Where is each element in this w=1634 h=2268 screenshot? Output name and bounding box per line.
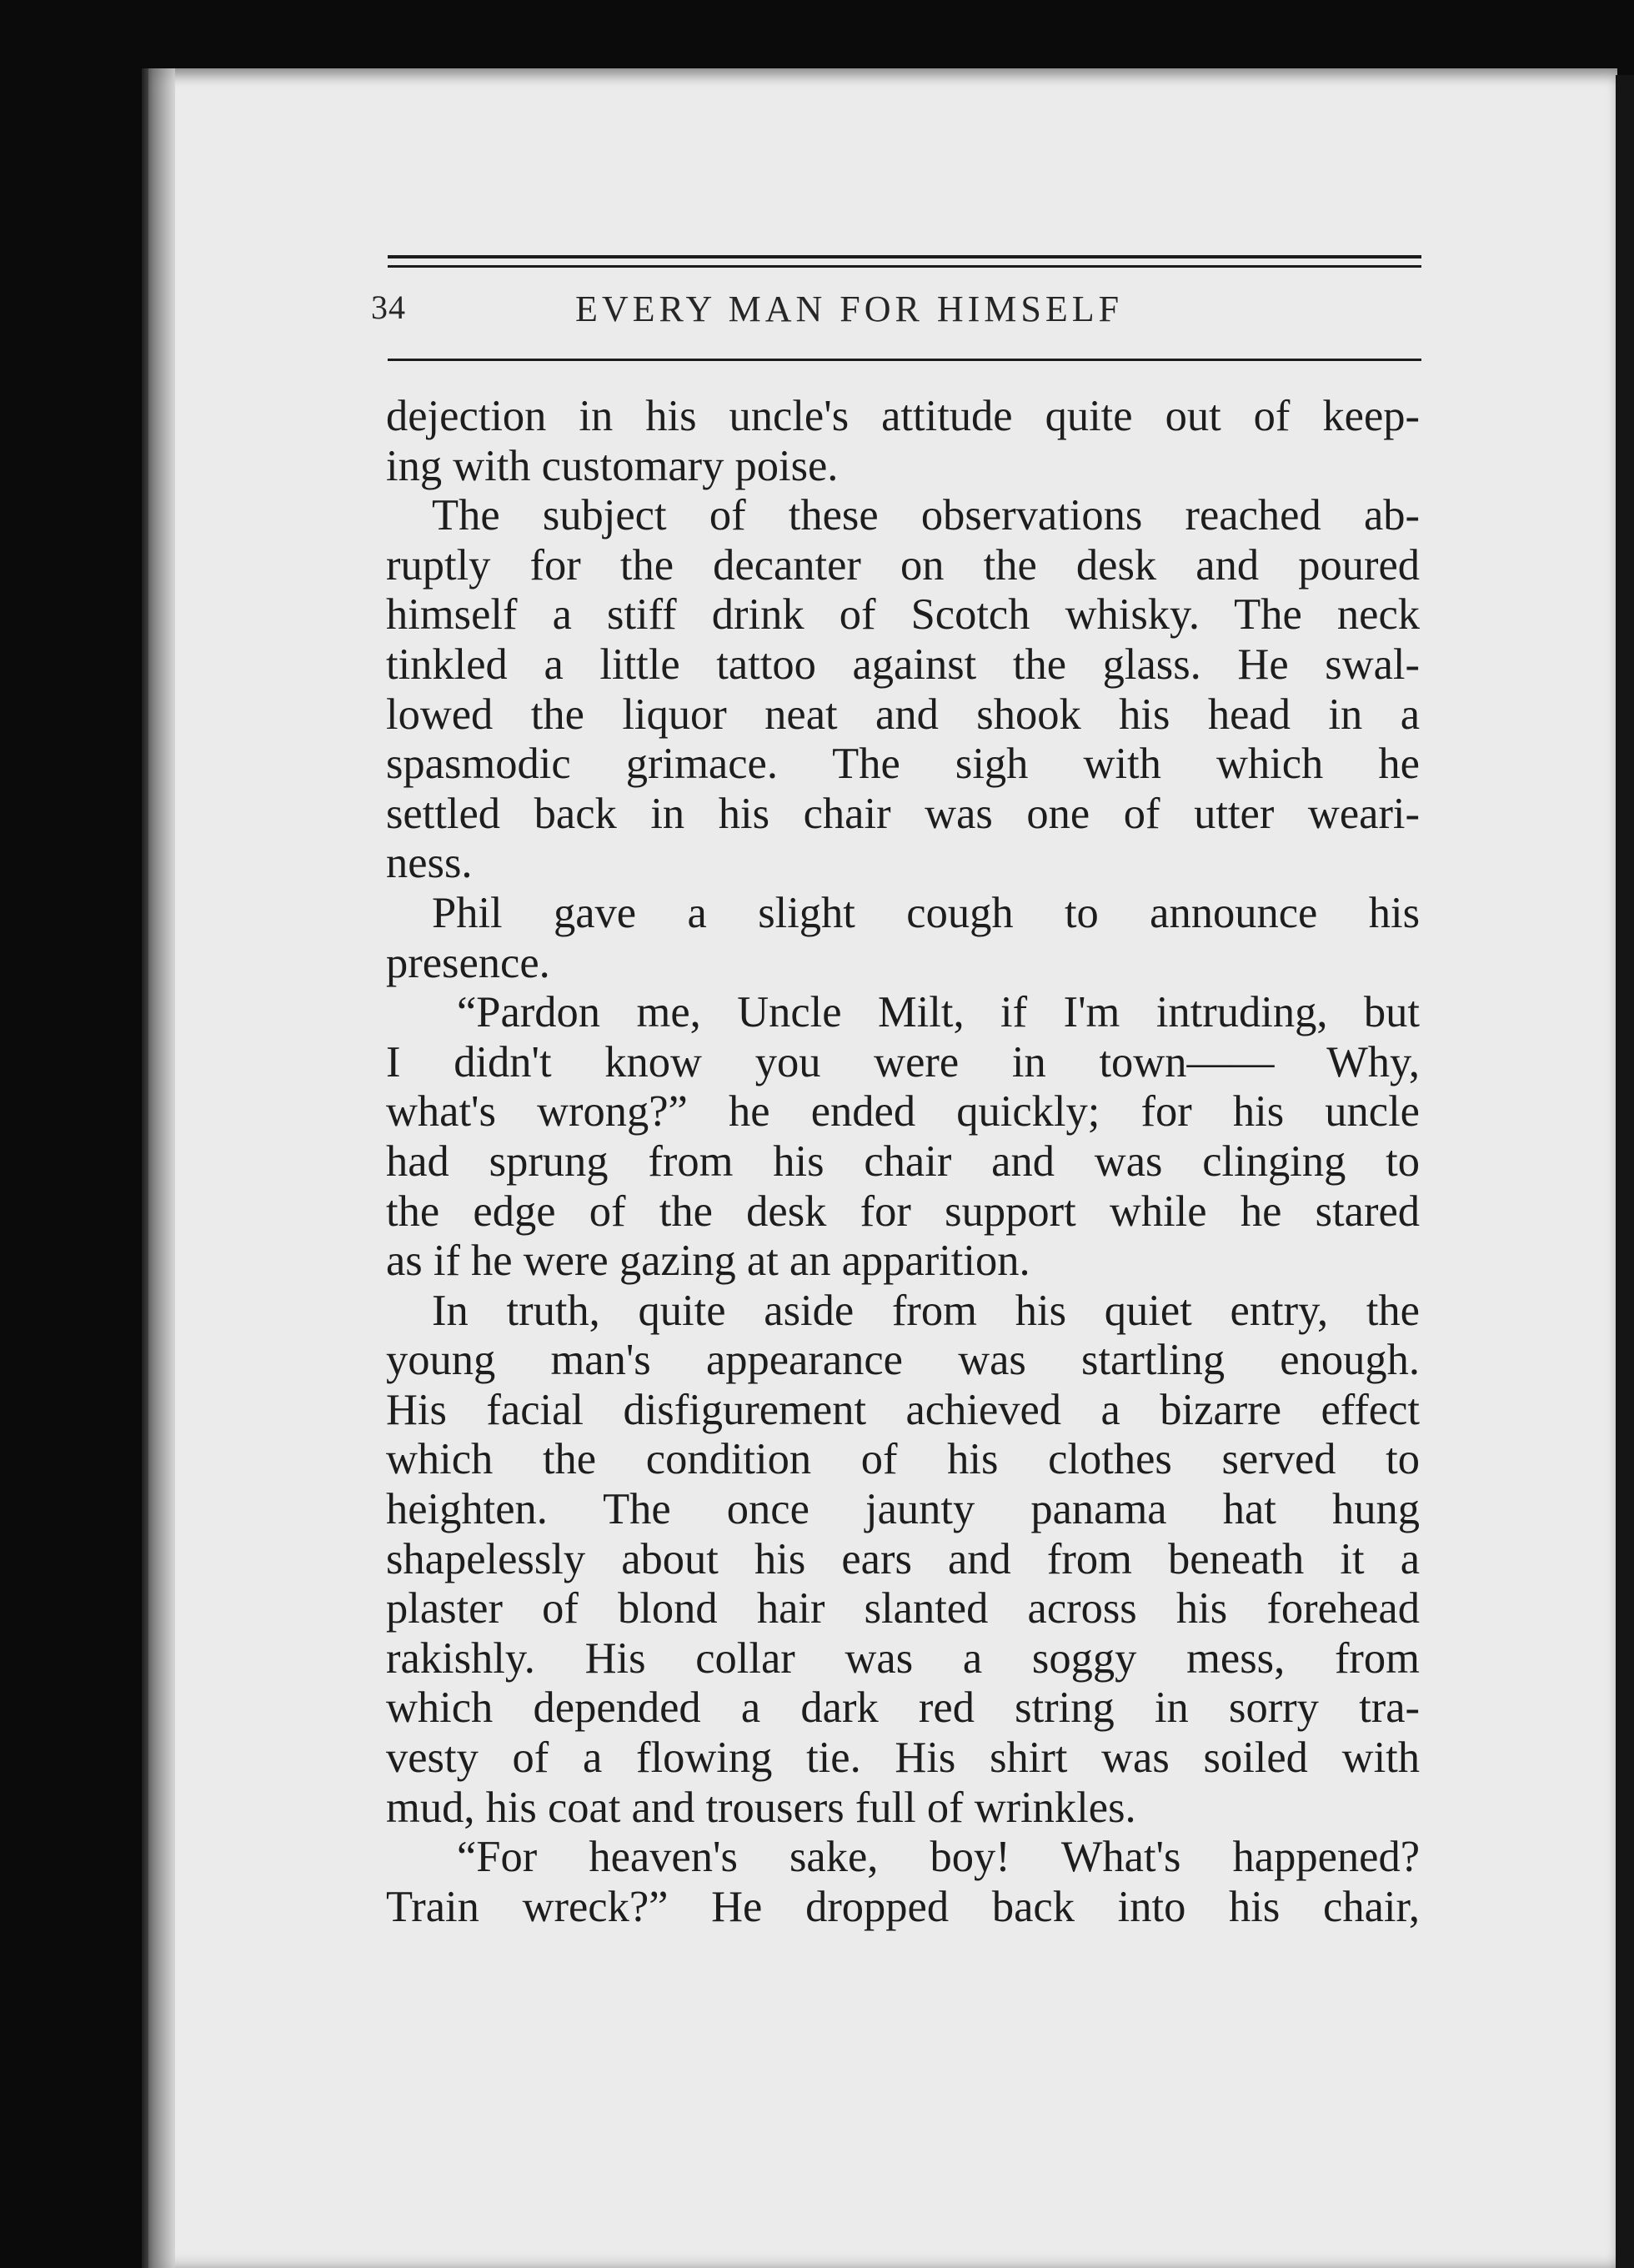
text-line: I didn't know you were in town—— Why,: [386, 1037, 1420, 1086]
running-head: [371, 288, 1430, 338]
scan-border: [1616, 75, 1634, 2268]
text-line: shapelessly about his ears and from beneath it a: [386, 1534, 1420, 1583]
text-line: rakishly. His collar was a soggy mess, from: [386, 1633, 1420, 1683]
text-line: himself a stiff drink of Scotch whisky. The neck: [386, 590, 1420, 640]
text-line: In truth, quite aside from his quiet entry, the: [432, 1286, 1420, 1335]
text-line: settled back in his chair was one of utter weari-: [386, 789, 1420, 838]
text-line: lowed the liquor neat and shook his head in a: [386, 690, 1420, 739]
text-line: vesty of a flowing tie. His shirt was soiled with: [386, 1734, 1420, 1783]
text-line: “For heaven's sake, boy! What's happened?: [457, 1833, 1420, 1882]
text-line: ing with customary poise.: [386, 441, 839, 490]
text-line: which the condition of his clothes served to: [386, 1435, 1420, 1484]
running-title: EVERY MAN FOR HIMSELF: [575, 289, 1124, 329]
text-line: what's wrong?” he ended quickly; for his uncle: [386, 1087, 1420, 1137]
text-line: as if he were gazing at an apparition.: [386, 1237, 1030, 1286]
page-gutter-shadow: [142, 68, 175, 2268]
header-rule-double-top: [388, 255, 1421, 258]
text-line: had sprung from his chair and was clinging to: [386, 1137, 1420, 1186]
page-number: 34: [371, 289, 406, 326]
text-line: mud, his coat and trousers full of wrinkles.: [386, 1783, 1136, 1832]
text-line: Train wreck?” He dropped back into his chair,: [386, 1882, 1420, 1931]
text-line: Phil gave a slight cough to announce his: [432, 888, 1420, 937]
text-line: ness.: [386, 839, 473, 888]
text-line: which depended a dark red string in sorry tra-: [386, 1683, 1420, 1733]
text-line: dejection in his uncle's attitude quite out of keep-: [386, 392, 1420, 440]
text-line: His facial disfigurement achieved a bizarre effect: [386, 1385, 1420, 1434]
body-text: [386, 392, 1420, 1932]
text-line: plaster of blond hair slanted across his forehead: [386, 1584, 1420, 1633]
text-line: tinkled a little tattoo against the glass. He swal-: [386, 640, 1420, 689]
text-line: spasmodic grimace. The sigh with which he: [386, 740, 1420, 789]
header-rule-bottom: [388, 359, 1421, 361]
text-line: heighten. The once jaunty panama hat hung: [386, 1485, 1420, 1534]
text-line: young man's appearance was startling enough.: [386, 1336, 1420, 1385]
text-line: “Pardon me, Uncle Milt, if I'm intruding, but: [457, 988, 1420, 1037]
text-line: The subject of these observations reached ab-: [432, 491, 1420, 540]
text-line: ruptly for the decanter on the desk and poured: [386, 540, 1420, 590]
text-line: the edge of the desk for support while he stared: [386, 1187, 1420, 1236]
text-line: presence.: [386, 938, 550, 987]
header-rule-double-bottom: [388, 265, 1421, 268]
